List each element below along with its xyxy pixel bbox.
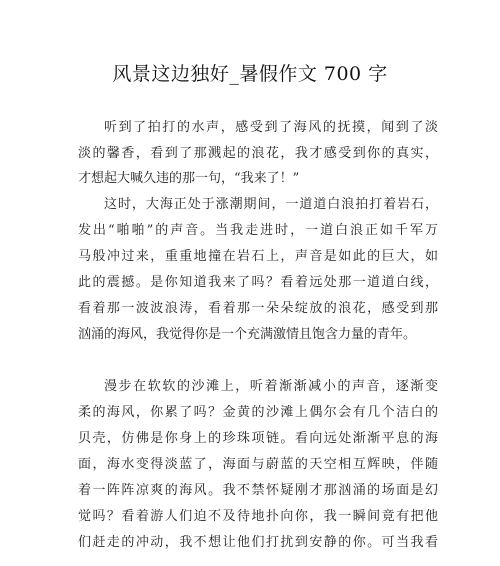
paragraph-1-line-2: 淡的馨香，看到了那溅起的浪花，我才感受到你的真实， [78,146,438,161]
paragraph-2-line-6: 汹涌的海风，我觉得你是一个充满激情且饱含力量的青年。 [78,327,417,342]
paragraph-2-line-3: 马般冲过来，重重地撞在岩石上，声音是如此的巨大，如 [78,249,438,264]
paragraph-2-line-2: 发出“啪啪”的声音。当我走进时，一道白浪正如千军万 [78,223,438,238]
paragraph-3-line-3: 贝壳，仿佛是你身上的珍珠项链。看向远处渐渐平息的海 [78,431,438,446]
paragraph-2-line-4: 此的震撼。是你知道我来了吗？看着远处那一道道白线， [78,275,438,290]
paragraph-1-line-1: 听到了拍打的水声，感受到了海风的抚摸，闻到了淡 [104,120,438,135]
paragraph-3-line-6: 觉吗？看着游人们迫不及待地扑向你，我一瞬间竟有把他 [78,509,438,524]
paragraph-3-line-4: 面，海水变得淡蓝了，海面与蔚蓝的天空相互辉映，伴随 [78,457,438,472]
page-title: 风景这边独好_暑假作文 700 字 [112,63,388,85]
paragraph-2-line-5: 看着那一波波浪涛，看着那一朵朵绽放的浪花，感受到那 [78,301,438,316]
paragraph-3-line-5: 着一阵阵凉爽的海风。我不禁怀疑刚才那汹涌的场面是幻 [78,483,438,498]
paragraph-3-line-7: 们赶走的冲动，我不想让他们打扰到安静的你。可当我看 [78,535,438,550]
paragraph-2-line-1: 这时，大海正处于涨潮期间，一道道白浪拍打着岩石， [104,197,438,212]
paragraph-3-line-2: 柔的海风，你累了吗？金黄的沙滩上偶尔会有几个洁白的 [78,405,438,420]
paragraph-1-line-3: 才想起大喊久违的那一句，“我来了！” [78,171,300,186]
paragraph-3-line-1: 漫步在软软的沙滩上，听着渐渐减小的声音，逐渐变 [104,379,438,394]
